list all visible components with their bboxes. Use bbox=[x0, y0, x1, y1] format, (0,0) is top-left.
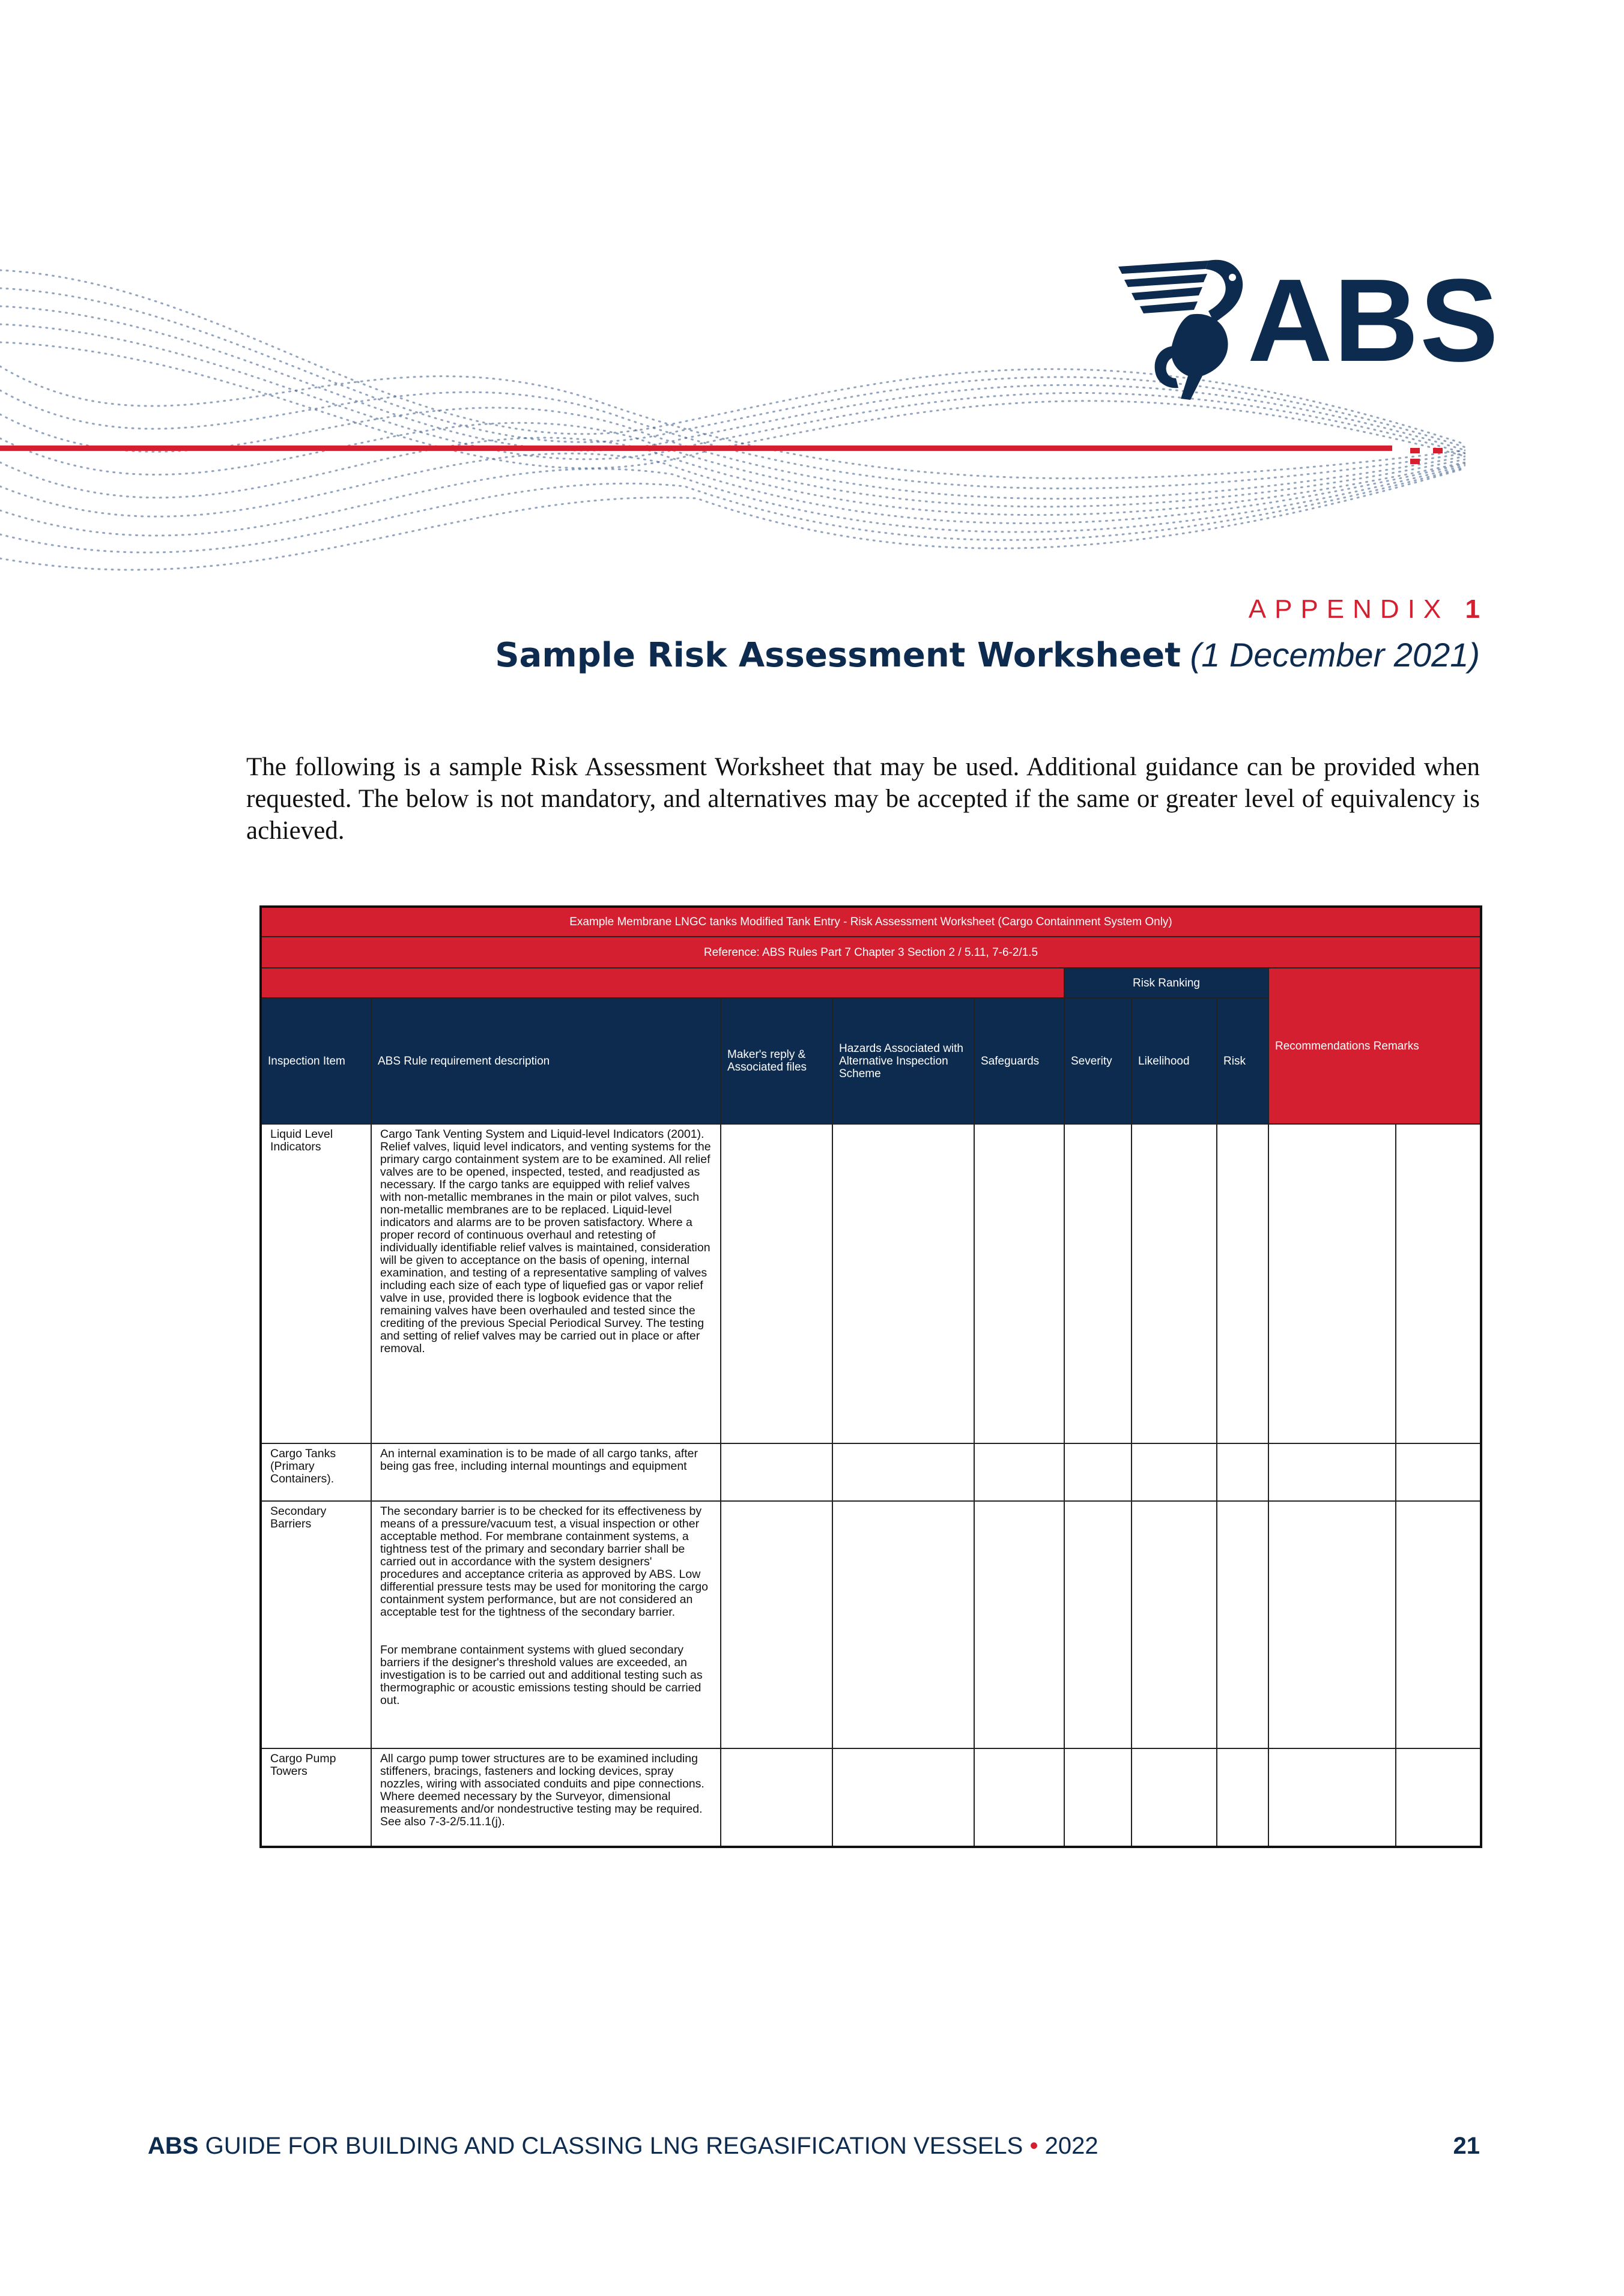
remarks-cell[interactable] bbox=[1396, 1124, 1481, 1443]
col-makers-reply: Maker's reply & Associated files bbox=[721, 998, 832, 1124]
makers-reply-cell[interactable] bbox=[721, 1443, 832, 1501]
recommendations-cell[interactable] bbox=[1268, 1124, 1396, 1443]
makers-reply-cell[interactable] bbox=[721, 1748, 832, 1847]
hazards-cell[interactable] bbox=[832, 1124, 974, 1443]
risk-ranking-header: Risk Ranking bbox=[1064, 968, 1268, 998]
safeguards-cell[interactable] bbox=[974, 1748, 1064, 1847]
likelihood-cell[interactable] bbox=[1132, 1748, 1217, 1847]
likelihood-cell[interactable] bbox=[1132, 1124, 1217, 1443]
severity-cell[interactable] bbox=[1064, 1501, 1132, 1748]
recommendations-header: Recommendations Remarks bbox=[1268, 968, 1481, 1124]
col-likelihood: Likelihood bbox=[1132, 998, 1217, 1124]
remarks-cell[interactable] bbox=[1396, 1501, 1481, 1748]
worksheet-reference: Reference: ABS Rules Part 7 Chapter 3 Section 2 / 5.11, 7-6-2/1.5 bbox=[261, 937, 1481, 968]
remarks-cell[interactable] bbox=[1396, 1748, 1481, 1847]
header-red-dashes bbox=[1410, 446, 1464, 451]
abs-logo-text: ABS bbox=[1247, 255, 1500, 386]
severity-cell[interactable] bbox=[1064, 1443, 1132, 1501]
severity-cell[interactable] bbox=[1064, 1748, 1132, 1847]
makers-reply-cell[interactable] bbox=[721, 1124, 832, 1443]
title-date: (1 December 2021) bbox=[1190, 636, 1480, 674]
secondary-barrier-paragraph-1: The secondary barrier is to be checked for its effectiveness by means of a pressure/vacuum test, a visual inspection or other acceptable method. For membrane containment systems, a tightness test of the primary and secondary barrier shall be carried out in accordance with the system designers' procedures and acceptance criteria as approved by ABS. Low differential pressure tests may be used for monitoring the cargo containment system performance, but are not considered an acceptable test for the tightness of the secondary barrier. bbox=[380, 1505, 708, 1619]
col-safeguards: Safeguards bbox=[974, 998, 1064, 1124]
title-main: Sample Risk Assessment Worksheet bbox=[495, 636, 1181, 675]
row-item-liquid-level: Liquid Level Indicators bbox=[261, 1124, 371, 1443]
makers-reply-cell[interactable] bbox=[721, 1501, 832, 1748]
page-number: 21 bbox=[1453, 2133, 1480, 2159]
hazards-cell[interactable] bbox=[832, 1443, 974, 1501]
header-red-rule bbox=[0, 446, 1392, 451]
table-row bbox=[261, 1124, 1481, 1443]
safeguards-cell[interactable] bbox=[974, 1443, 1064, 1501]
page-footer bbox=[148, 2133, 1480, 2160]
col-risk: Risk bbox=[1217, 998, 1268, 1124]
row-item-cargo-tanks: Cargo Tanks (Primary Containers). bbox=[261, 1443, 371, 1501]
footer-year: 2022 bbox=[1044, 2133, 1098, 2159]
col-inspection-item: Inspection Item bbox=[261, 998, 371, 1124]
eagle-emblem-icon bbox=[1118, 256, 1268, 400]
remarks-cell[interactable] bbox=[1396, 1443, 1481, 1501]
severity-cell[interactable] bbox=[1064, 1124, 1132, 1443]
header-spacer bbox=[261, 968, 1064, 998]
appendix-word: APPENDIX bbox=[1248, 594, 1450, 624]
row-description-cargo-pump-towers: All cargo pump tower structures are to be examined including stiffeners, bracings, fasteners and locking devices, spray nozzles, wiring with associated conduits and pipe connections. Where deemed necessary by the Surveyor, dimensional measurements and/or nondestructive testing may be required. See also 7-3-2/5.11.1(j). bbox=[371, 1748, 721, 1847]
footer-bullet: • bbox=[1029, 2133, 1038, 2159]
risk-cell[interactable] bbox=[1217, 1443, 1268, 1501]
row-item-cargo-pump-towers: Cargo Pump Towers bbox=[261, 1748, 371, 1847]
page-title bbox=[495, 635, 1480, 675]
appendix-number: 1 bbox=[1465, 594, 1480, 624]
hazards-cell[interactable] bbox=[832, 1501, 974, 1748]
table-row bbox=[261, 1443, 1481, 1501]
risk-cell[interactable] bbox=[1217, 1124, 1268, 1443]
recommendations-cell[interactable] bbox=[1268, 1501, 1396, 1748]
col-severity: Severity bbox=[1064, 998, 1132, 1124]
col-rule-description: ABS Rule requirement description bbox=[371, 998, 721, 1124]
row-description-liquid-level: Cargo Tank Venting System and Liquid-level Indicators (2001). Relief valves, liquid level indicators, and venting systems for the primary cargo containment system are to be examined. All relief valves are to be opened, inspected, tested, and readjusted as necessary. If the cargo tanks are equipped with relief valves with non-metallic membranes in the main or pilot valves, such non-metallic membranes are to be replaced. Liquid-level indicators and alarms are to be proven satisfactory. Where a proper record of continuous overhaul and retesting of individually identifiable relief valves is maintained, consideration will be given to acceptance on the basis of opening, internal examination, and testing of a representative sampling of valves including each size of each type of liquefied gas or vapor relief valve in use, provided there is logbook evidence that the remaining valves have been overhauled and tested since the crediting of the previous Special Periodical Survey. The testing and setting of relief valves may be carried out in place or after removal. bbox=[371, 1124, 721, 1443]
likelihood-cell[interactable] bbox=[1132, 1443, 1217, 1501]
recommendations-cell[interactable] bbox=[1268, 1748, 1396, 1847]
intro-paragraph: The following is a sample Risk Assessment Worksheet that may be used. Additional guidance can be provided when requested. The below is not mandatory, and alternatives may be accepted if the same or greater level of equivalency is achieved. bbox=[246, 753, 1480, 845]
worksheet-title: Example Membrane LNGC tanks Modified Tank Entry - Risk Assessment Worksheet (Cargo Containment System Only) bbox=[261, 907, 1481, 937]
row-item-secondary-barriers: Secondary Barriers bbox=[261, 1501, 371, 1748]
col-hazards: Hazards Associated with Alternative Inspection Scheme bbox=[832, 998, 974, 1124]
risk-cell[interactable] bbox=[1217, 1501, 1268, 1748]
row-description-secondary-barriers bbox=[371, 1501, 721, 1748]
hazards-cell[interactable] bbox=[832, 1748, 974, 1847]
table-row bbox=[261, 1748, 1481, 1847]
safeguards-cell[interactable] bbox=[974, 1124, 1064, 1443]
row-description-cargo-tanks: An internal examination is to be made of all cargo tanks, after being gas free, including internal mountings and equipment bbox=[371, 1443, 721, 1501]
recommendations-cell[interactable] bbox=[1268, 1443, 1396, 1501]
appendix-label bbox=[1249, 594, 1480, 624]
secondary-barrier-paragraph-2: For membrane containment systems with glued secondary barriers if the designer's threshold values are exceeded, an investigation is to be carried out and additional testing such as thermographic or acoustic emissions testing should be carried out. bbox=[380, 1643, 703, 1707]
table-row bbox=[261, 1501, 1481, 1748]
likelihood-cell[interactable] bbox=[1132, 1501, 1217, 1748]
risk-cell[interactable] bbox=[1217, 1748, 1268, 1847]
abs-logo bbox=[1118, 255, 1500, 400]
risk-assessment-worksheet bbox=[259, 905, 1482, 1848]
footer-guide-title: GUIDE FOR BUILDING AND CLASSING LNG REGASIFICATION VESSELS bbox=[205, 2133, 1023, 2159]
footer-abs: ABS bbox=[148, 2133, 199, 2159]
safeguards-cell[interactable] bbox=[974, 1501, 1064, 1748]
